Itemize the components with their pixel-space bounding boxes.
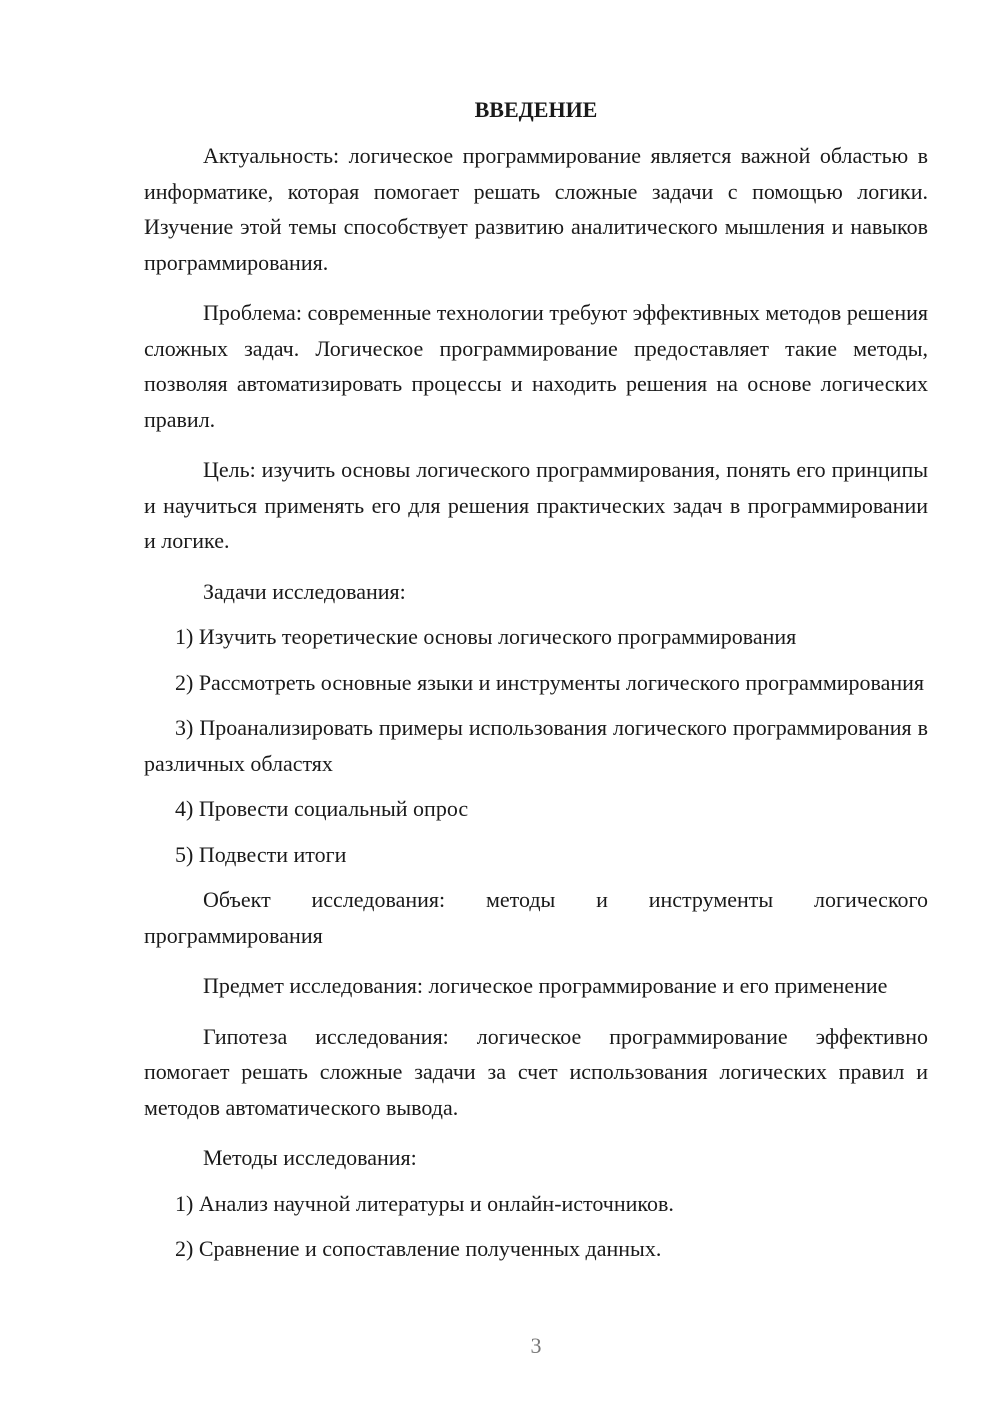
problem-paragraph: Проблема: современные технологии требуют эффективных методов решения сложных задач. Логическое программирование предоставляет такие методы, позволяя автоматизировать процессы и находить решения на основе логических правил. <box>144 300 928 432</box>
task-item-5: 5) Подвести итоги <box>175 841 347 867</box>
tasks-title: Задачи исследования: <box>203 578 406 604</box>
goal-paragraph: Цель: изучить основы логического программирования, понять его принципы и научиться применять его для решения практических задач в программировании и логике. <box>144 457 928 553</box>
task-item-1: 1) Изучить теоретические основы логического программирования <box>175 624 797 649</box>
section-heading: ВВЕДЕНИЕ <box>474 97 598 122</box>
relevance-paragraph: Актуальность: логическое программирование является важной областью в информатике, которая помогает решать сложные задачи с помощью логики. Изучение этой темы способствует развитию аналитического мышления и навыков программирования. <box>144 143 928 275</box>
subject-paragraph: Предмет исследования: логическое программирование и его применение <box>203 973 888 998</box>
task-item-3: 3) Проанализировать примеры использования логического программирования в различных областях <box>144 715 928 776</box>
method-item-1: 1) Анализ научной литературы и онлайн-источников. <box>175 1190 674 1216</box>
hypothesis-paragraph: Гипотеза исследования: логическое программирование эффективно помогает решать сложные задачи за счет использования логических правил и методов автоматического вывода. <box>144 1023 928 1120</box>
page-number: 3 <box>530 1333 542 1358</box>
methods-title: Методы исследования: <box>203 1145 417 1170</box>
task-item-4: 4) Провести социальный опрос <box>175 796 469 821</box>
document-page <box>144 94 928 1277</box>
method-item-2: 2) Сравнение и сопоставление полученных данных. <box>175 1236 662 1261</box>
task-item-2: 2) Рассмотреть основные языки и инструменты логического программирования <box>175 669 925 695</box>
object-paragraph: Объект исследования: методы и инструменты логического программирования <box>144 887 928 948</box>
